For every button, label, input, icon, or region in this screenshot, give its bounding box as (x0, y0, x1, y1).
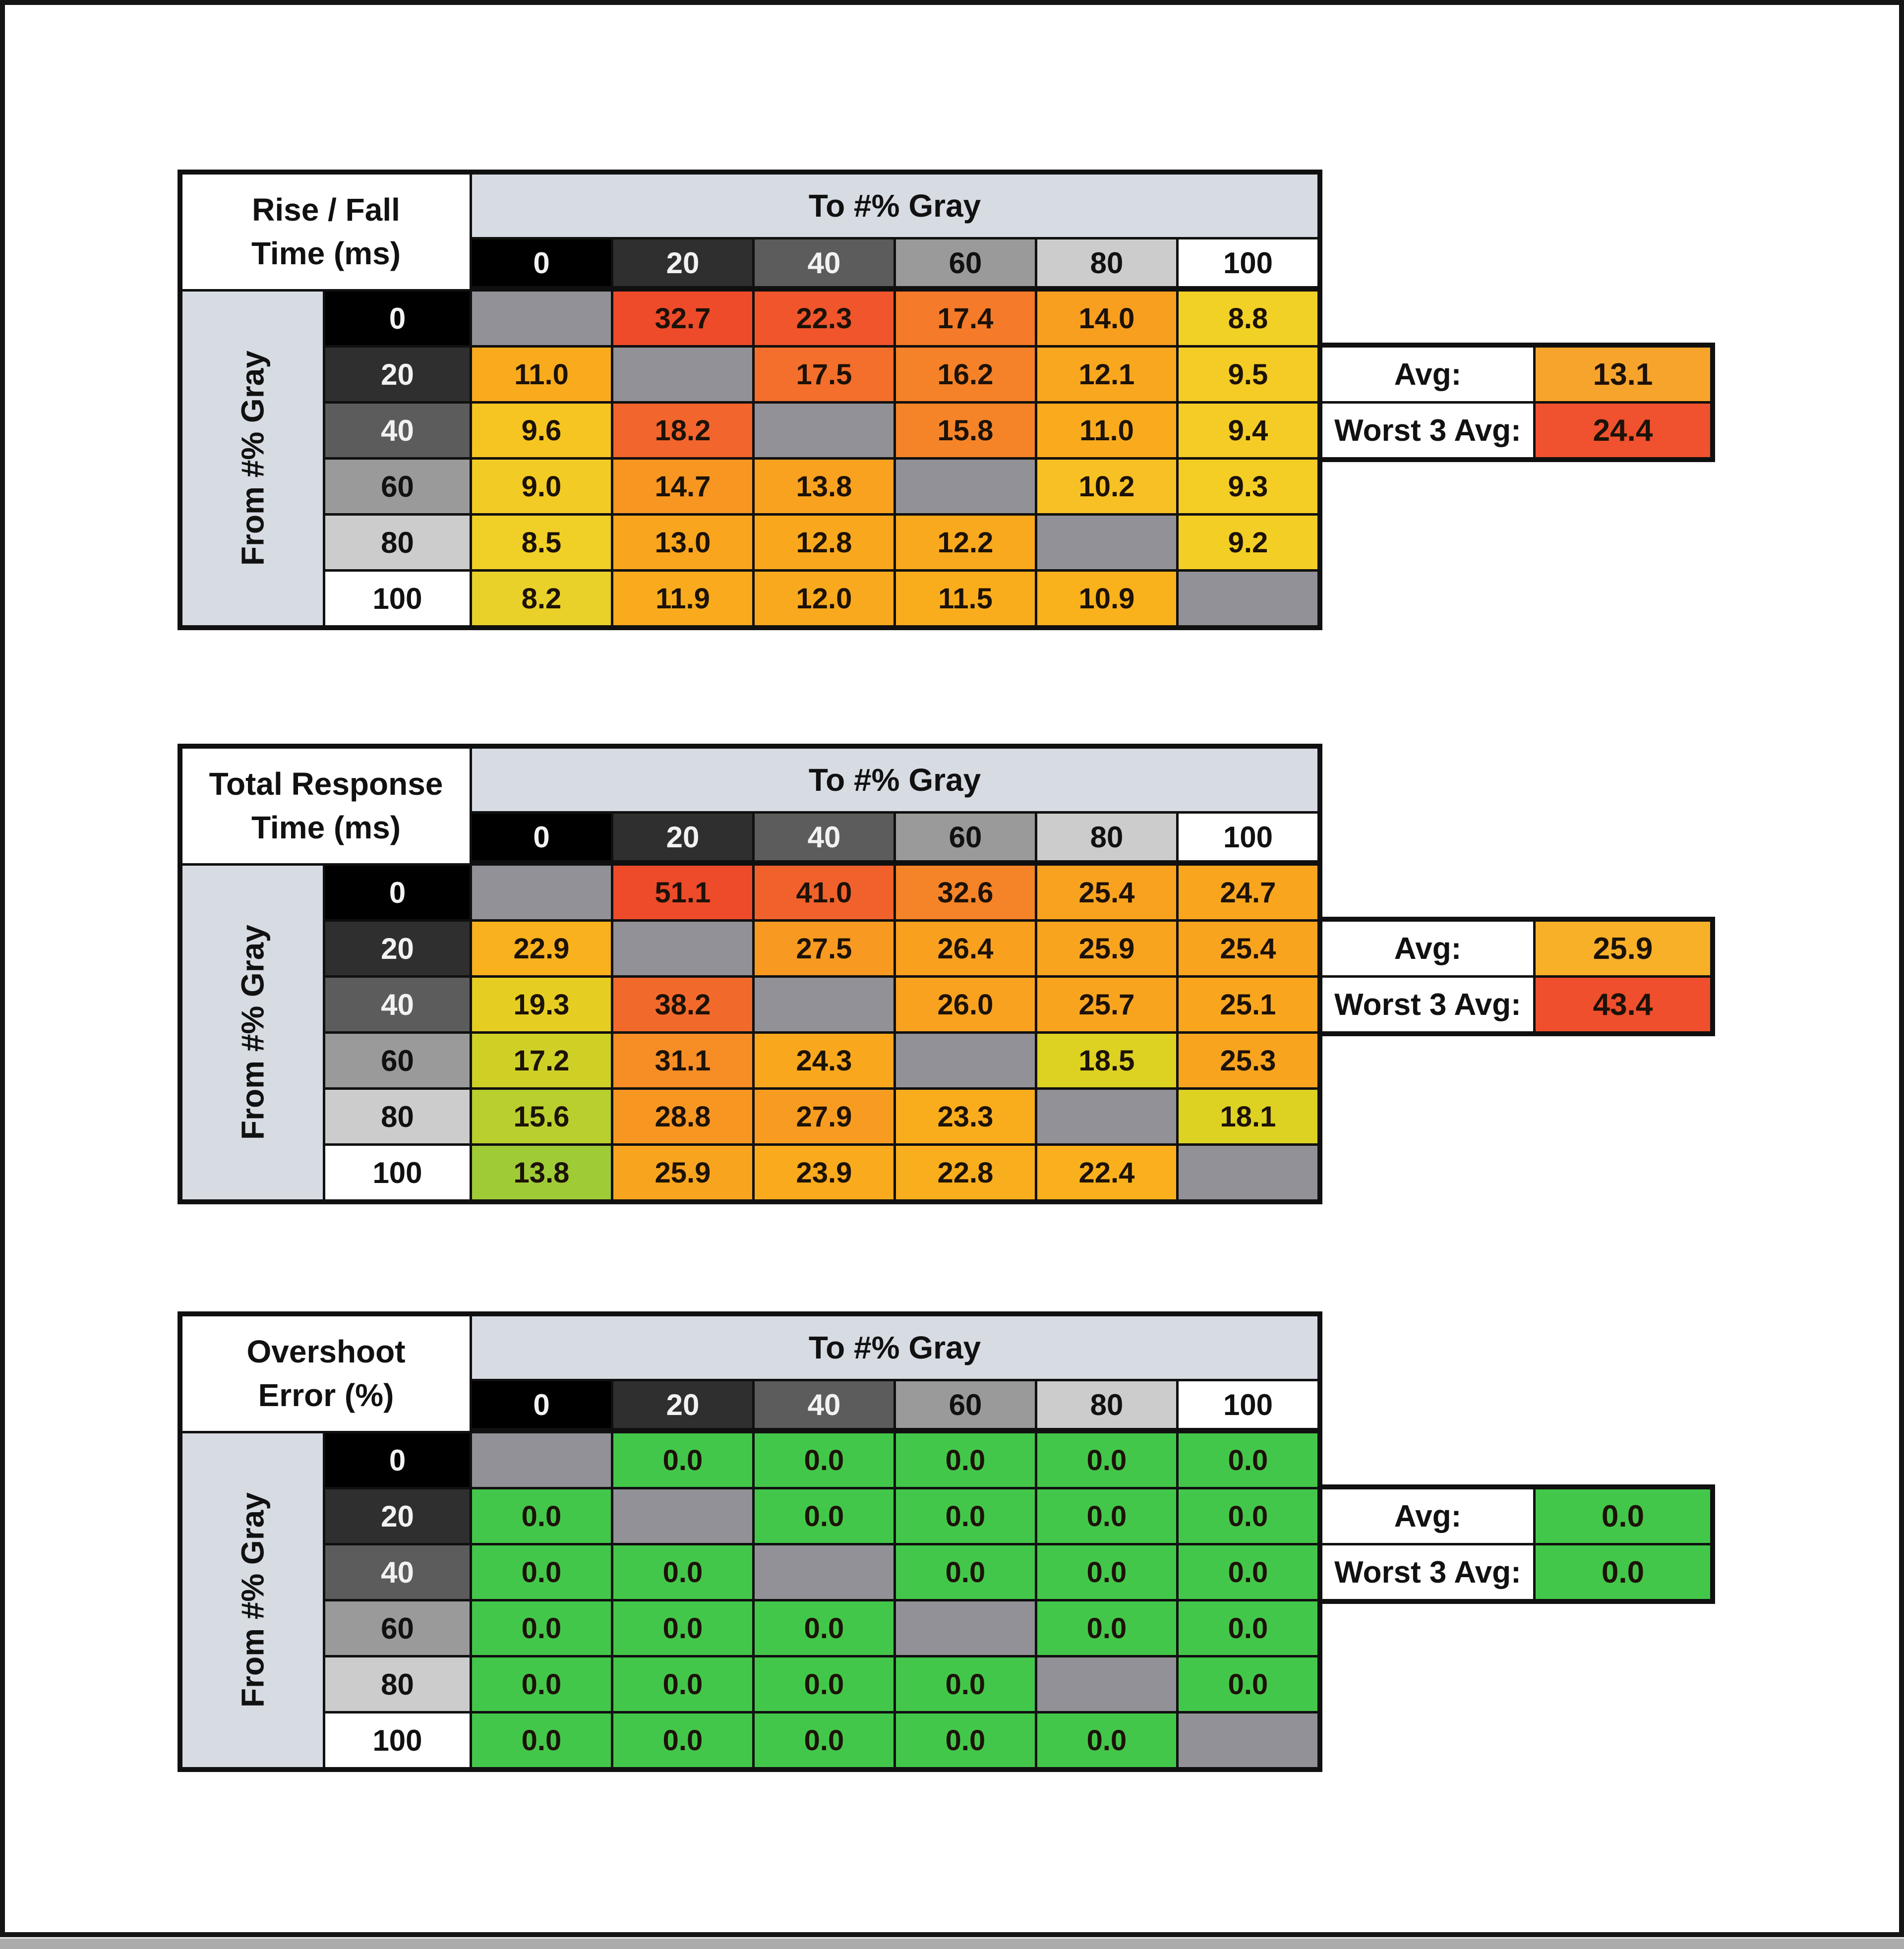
table-title-line1: Total Response (209, 766, 443, 802)
diagonal-cell (896, 460, 1035, 513)
value-cell: 23.3 (896, 1090, 1035, 1143)
value-cell: 17.5 (755, 348, 893, 401)
diagonal-cell (1179, 1146, 1317, 1199)
row-header-cell: 40 (325, 1545, 470, 1599)
diagonal-cell (613, 348, 752, 401)
value-cell: 0.0 (613, 1713, 752, 1767)
value-cell: 11.0 (1037, 404, 1176, 457)
avg-value: 0.0 (1536, 1489, 1710, 1543)
value-cell: 51.1 (613, 866, 752, 919)
diagonal-cell (1179, 1713, 1317, 1767)
value-cell: 25.7 (1037, 978, 1176, 1031)
value-cell: 9.0 (472, 460, 611, 513)
diagonal-cell (755, 978, 893, 1031)
value-cell: 12.1 (1037, 348, 1176, 401)
value-cell: 9.2 (1179, 516, 1317, 569)
value-cell: 22.8 (896, 1146, 1035, 1199)
row-header-cell: 40 (325, 404, 470, 457)
worst3-avg-value: 0.0 (1536, 1545, 1710, 1599)
value-cell: 12.2 (896, 516, 1035, 569)
value-cell: 0.0 (896, 1713, 1035, 1767)
col-header-cell: 100 (1179, 814, 1317, 863)
avg-label: Avg: (1322, 1489, 1533, 1543)
col-header-cell: 20 (613, 239, 752, 289)
diagonal-cell (1037, 1657, 1176, 1711)
value-cell: 0.0 (1179, 1657, 1317, 1711)
value-cell: 13.8 (472, 1146, 611, 1199)
row-header-cell: 60 (325, 1601, 470, 1655)
row-header-cell: 40 (325, 978, 470, 1031)
summary-box (1317, 917, 1715, 1036)
value-cell: 15.8 (896, 404, 1035, 457)
worst3-avg-label: Worst 3 Avg: (1322, 404, 1533, 457)
window-bottom-strip (0, 1937, 1904, 1949)
value-cell: 10.2 (1037, 460, 1176, 513)
value-cell: 14.7 (613, 460, 752, 513)
diagonal-cell (1179, 572, 1317, 625)
value-cell: 13.8 (755, 460, 893, 513)
col-header-cell: 40 (755, 814, 893, 863)
value-cell: 25.1 (1179, 978, 1317, 1031)
from-gray-header: From #% Gray (182, 1433, 323, 1767)
value-cell: 17.4 (896, 292, 1035, 345)
value-cell: 0.0 (1037, 1601, 1176, 1655)
value-cell: 11.9 (613, 572, 752, 625)
value-cell: 22.9 (472, 922, 611, 975)
value-cell: 14.0 (1037, 292, 1176, 345)
col-header-cell: 80 (1037, 814, 1176, 863)
table-title (182, 1316, 470, 1431)
col-header-cell: 60 (896, 239, 1035, 289)
value-cell: 32.7 (613, 292, 752, 345)
avg-value: 25.9 (1536, 922, 1710, 975)
value-cell: 23.9 (755, 1146, 893, 1199)
from-gray-header: From #% Gray (182, 866, 323, 1199)
value-cell: 41.0 (755, 866, 893, 919)
value-cell: 0.0 (1037, 1489, 1176, 1543)
row-header-cell: 80 (325, 1090, 470, 1143)
col-header-cell: 0 (472, 1381, 611, 1431)
value-cell: 0.0 (1179, 1433, 1317, 1487)
value-cell: 17.2 (472, 1034, 611, 1087)
value-cell: 24.7 (1179, 866, 1317, 919)
row-header-cell: 20 (325, 1489, 470, 1543)
value-cell: 0.0 (1179, 1545, 1317, 1599)
col-header-cell: 100 (1179, 239, 1317, 289)
to-gray-header: To #% Gray (472, 749, 1317, 811)
worst3-avg-value: 24.4 (1536, 404, 1710, 457)
value-cell: 25.9 (1037, 922, 1176, 975)
heatmap-grid (178, 170, 1322, 630)
value-cell: 18.5 (1037, 1034, 1176, 1087)
value-cell: 13.0 (613, 516, 752, 569)
col-header-cell: 0 (472, 814, 611, 863)
value-cell: 12.0 (755, 572, 893, 625)
value-cell: 0.0 (1179, 1601, 1317, 1655)
value-cell: 18.2 (613, 404, 752, 457)
value-cell: 15.6 (472, 1090, 611, 1143)
value-cell: 8.5 (472, 516, 611, 569)
col-header-cell: 40 (755, 239, 893, 289)
row-header-cell: 60 (325, 1034, 470, 1087)
value-cell: 0.0 (1037, 1433, 1176, 1487)
diagonal-cell (472, 866, 611, 919)
value-cell: 9.4 (1179, 404, 1317, 457)
value-cell: 25.4 (1179, 922, 1317, 975)
value-cell: 10.9 (1037, 572, 1176, 625)
table-total-response-time (178, 744, 1653, 1204)
value-cell: 0.0 (755, 1657, 893, 1711)
to-gray-header: To #% Gray (472, 1316, 1317, 1379)
value-cell: 31.1 (613, 1034, 752, 1087)
value-cell: 27.5 (755, 922, 893, 975)
col-header-cell: 0 (472, 239, 611, 289)
value-cell: 32.6 (896, 866, 1035, 919)
value-cell: 0.0 (613, 1601, 752, 1655)
row-header-cell: 0 (325, 292, 470, 345)
value-cell: 8.2 (472, 572, 611, 625)
value-cell: 11.0 (472, 348, 611, 401)
value-cell: 0.0 (1179, 1489, 1317, 1543)
col-header-cell: 100 (1179, 1381, 1317, 1431)
value-cell: 25.4 (1037, 866, 1176, 919)
value-cell: 0.0 (1037, 1545, 1176, 1599)
row-header-cell: 100 (325, 1713, 470, 1767)
diagonal-cell (472, 1433, 611, 1487)
value-cell: 0.0 (896, 1489, 1035, 1543)
heatmap-grid (178, 1311, 1322, 1772)
diagonal-cell (472, 292, 611, 345)
table-title-line1: Rise / Fall (252, 192, 400, 228)
avg-value: 13.1 (1536, 348, 1710, 401)
row-header-cell: 100 (325, 1146, 470, 1199)
value-cell: 12.8 (755, 516, 893, 569)
value-cell: 0.0 (613, 1545, 752, 1599)
summary-box (1317, 1484, 1715, 1604)
table-overshoot-error (178, 1311, 1645, 1772)
value-cell: 0.0 (755, 1489, 893, 1543)
value-cell: 11.5 (896, 572, 1035, 625)
col-header-cell: 60 (896, 1381, 1035, 1431)
worst3-avg-value: 43.4 (1536, 978, 1710, 1031)
value-cell: 16.2 (896, 348, 1035, 401)
value-cell: 0.0 (896, 1545, 1035, 1599)
table-rise-fall-time (178, 170, 1653, 630)
diagonal-cell (755, 1545, 893, 1599)
value-cell: 26.0 (896, 978, 1035, 1031)
row-header-cell: 20 (325, 348, 470, 401)
value-cell: 0.0 (472, 1545, 611, 1599)
value-cell: 38.2 (613, 978, 752, 1031)
diagonal-cell (896, 1601, 1035, 1655)
col-header-cell: 80 (1037, 1381, 1176, 1431)
value-cell: 0.0 (472, 1489, 611, 1543)
diagonal-cell (613, 1489, 752, 1543)
avg-label: Avg: (1322, 922, 1533, 975)
value-cell: 24.3 (755, 1034, 893, 1087)
col-header-cell: 20 (613, 1381, 752, 1431)
col-header-cell: 40 (755, 1381, 893, 1431)
value-cell: 25.3 (1179, 1034, 1317, 1087)
value-cell: 27.9 (755, 1090, 893, 1143)
avg-label: Avg: (1322, 348, 1533, 401)
value-cell: 9.5 (1179, 348, 1317, 401)
row-header-cell: 100 (325, 572, 470, 625)
value-cell: 8.8 (1179, 292, 1317, 345)
value-cell: 0.0 (472, 1657, 611, 1711)
from-gray-header: From #% Gray (182, 292, 323, 625)
value-cell: 28.8 (613, 1090, 752, 1143)
value-cell: 22.3 (755, 292, 893, 345)
diagonal-cell (1037, 1090, 1176, 1143)
value-cell: 22.4 (1037, 1146, 1176, 1199)
value-cell: 19.3 (472, 978, 611, 1031)
row-header-cell: 0 (325, 1433, 470, 1487)
worst3-avg-label: Worst 3 Avg: (1322, 978, 1533, 1031)
to-gray-header: To #% Gray (472, 175, 1317, 237)
value-cell: 9.6 (472, 404, 611, 457)
row-header-cell: 80 (325, 516, 470, 569)
worst3-avg-label: Worst 3 Avg: (1322, 1545, 1533, 1599)
value-cell: 0.0 (896, 1433, 1035, 1487)
table-title-line2: Time (ms) (251, 235, 401, 271)
value-cell: 0.0 (613, 1657, 752, 1711)
row-header-cell: 20 (325, 922, 470, 975)
value-cell: 0.0 (472, 1713, 611, 1767)
value-cell: 25.9 (613, 1146, 752, 1199)
col-header-cell: 80 (1037, 239, 1176, 289)
diagonal-cell (1037, 516, 1176, 569)
value-cell: 0.0 (896, 1657, 1035, 1711)
value-cell: 18.1 (1179, 1090, 1317, 1143)
value-cell: 9.3 (1179, 460, 1317, 513)
heatmap-grid (178, 744, 1322, 1204)
value-cell: 0.0 (1037, 1713, 1176, 1767)
value-cell: 0.0 (613, 1433, 752, 1487)
row-header-cell: 80 (325, 1657, 470, 1711)
row-header-cell: 60 (325, 460, 470, 513)
table-title (182, 749, 470, 863)
table-title-line2: Error (%) (258, 1377, 394, 1413)
value-cell: 0.0 (472, 1601, 611, 1655)
table-title-line1: Overshoot (246, 1334, 406, 1370)
col-header-cell: 60 (896, 814, 1035, 863)
diagonal-cell (613, 922, 752, 975)
value-cell: 0.0 (755, 1601, 893, 1655)
table-title-line2: Time (ms) (251, 809, 401, 845)
col-header-cell: 20 (613, 814, 752, 863)
diagonal-cell (896, 1034, 1035, 1087)
table-title (182, 175, 470, 289)
value-cell: 26.4 (896, 922, 1035, 975)
diagonal-cell (755, 404, 893, 457)
summary-box (1317, 343, 1715, 462)
value-cell: 0.0 (755, 1713, 893, 1767)
row-header-cell: 0 (325, 866, 470, 919)
value-cell: 0.0 (755, 1433, 893, 1487)
